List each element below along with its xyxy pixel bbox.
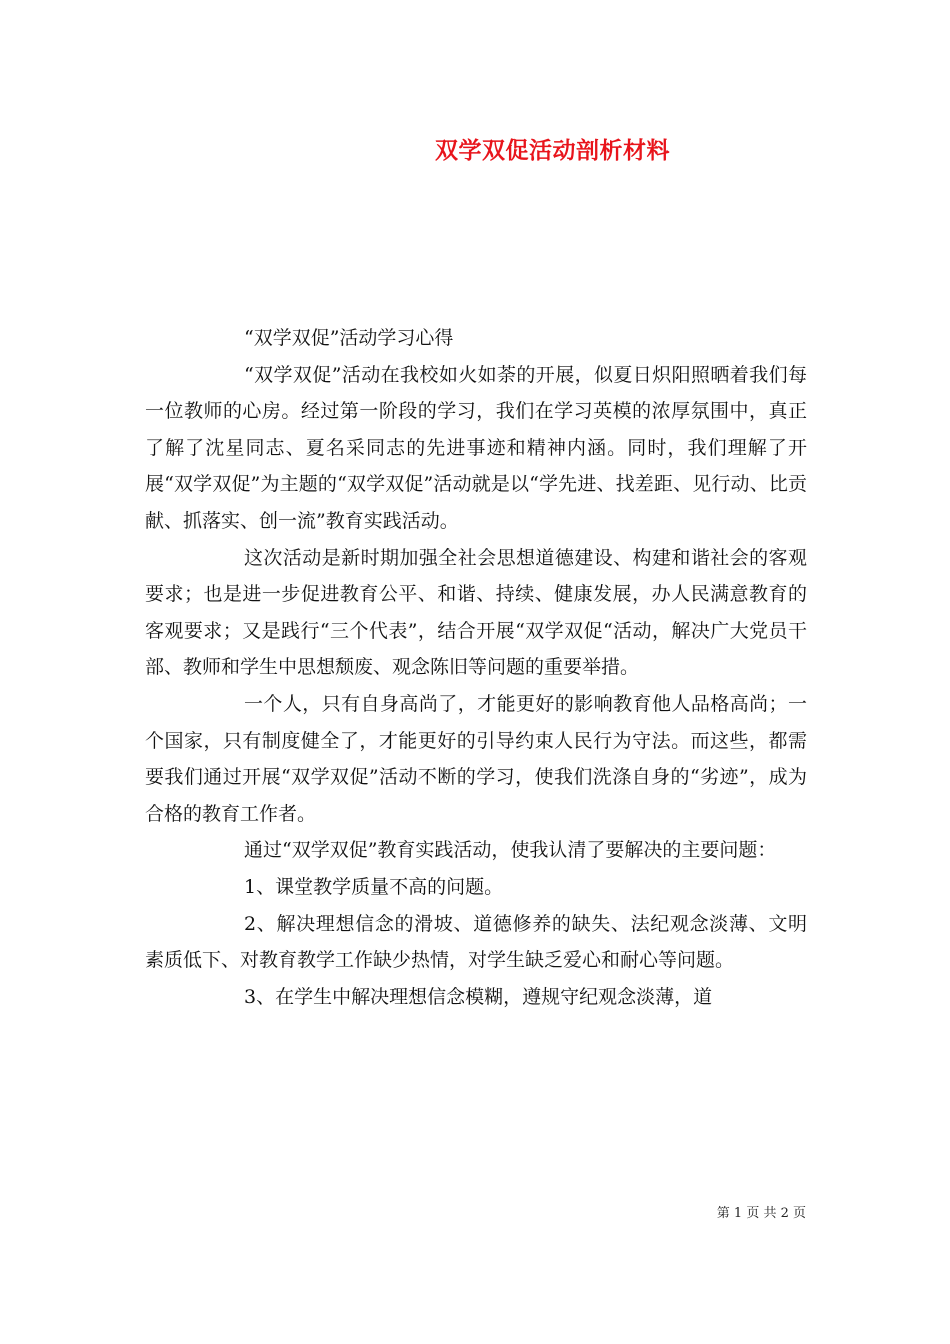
list-item: 1、课堂教学质量不高的问题。 [244, 875, 504, 898]
paragraph: “双学双促”活动在我校如火如荼的开展，似夏日炽阳照晒着我们每一位教师的心房。经过第一阶段的学习，我们在学习英模的浓厚氛围中，真正了解了沈星同志、夏名采同志的先进事迹和精神内涵。同时，我们理解了开展“双学双促”为主题的“双学双促”活动就是以“学先进、找差距、见行动、比贡献、抓落实、创一流”教育实践活动。 [145, 363, 807, 532]
document-body [145, 320, 807, 1015]
document-title: 双学双促活动剖析材料 [435, 137, 670, 164]
paragraph: 这次活动是新时期加强全社会思想道德建设、构建和谐社会的客观要求；也是进一步促进教育公平、和谐、持续、健康发展，办人民满意教育的客观要求；又是践行“三个代表”，结合开展“双学双促“活动，解决广大党员干部、教师和学生中思想颓废、观念陈旧等问题的重要举措。 [145, 546, 807, 679]
list-item: 2、解决理想信念的滑坡、道德修养的缺失、法纪观念淡薄、文明素质低下、对教育教学工作缺少热情，对学生缺乏爱心和耐心等问题。 [145, 912, 807, 972]
paragraph: 通过“双学双促”教育实践活动，使我认清了要解决的主要问题： [244, 839, 777, 862]
section-heading: “双学双促”活动学习心得 [244, 327, 454, 349]
list-item: 3、在学生中解决理想信念模糊，遵规守纪观念淡薄，道 [244, 985, 713, 1008]
page-number: 第 1 页 共 2 页 [716, 1206, 806, 1221]
paragraph: 一个人，只有自身高尚了，才能更好的影响教育他人品格高尚；一个国家，只有制度健全了，才能更好的引导约束人民行为守法。而这些，都需要我们通过开展“双学双促”活动不断的学习，使我们洗涤自身的“劣迹”，成为合格的教育工作者。 [145, 692, 807, 825]
